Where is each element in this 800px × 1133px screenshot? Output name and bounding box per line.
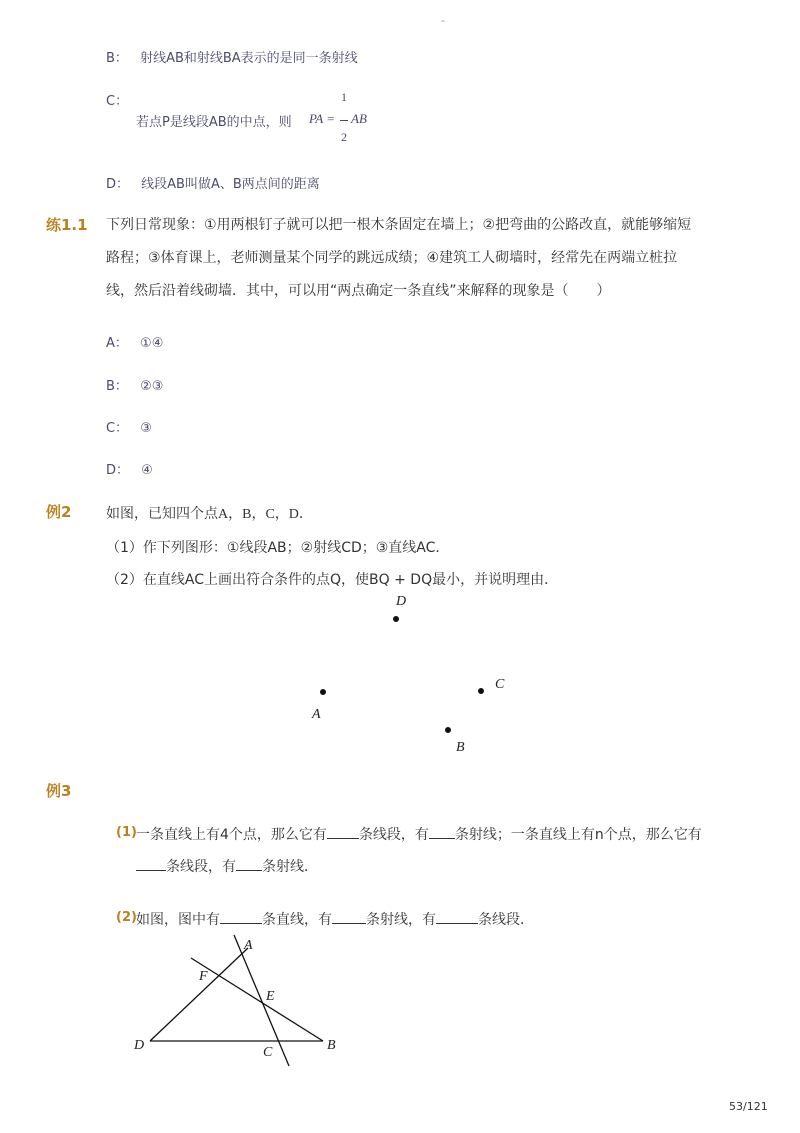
label-e: E xyxy=(266,989,275,1004)
fraction-numerator: 1 xyxy=(341,90,347,104)
label-b: B xyxy=(456,740,465,755)
q1-text: 条射线；一条直线上有n个点，那么它有 xyxy=(454,827,702,843)
exercise-line: 下列日常现象：①用两根钉子就可以把一根木条固定在墙上；②把弯曲的公路改直，就能够缩短 xyxy=(106,217,692,233)
option-label: D： xyxy=(106,463,130,478)
question-number: (1) xyxy=(116,825,137,840)
option-text: 若点P是线段AB的中点，则 xyxy=(136,115,292,130)
prev-option-c-label: C： xyxy=(106,94,129,109)
q1-text: 条线段，有 xyxy=(166,859,236,875)
label-c: C xyxy=(263,1045,273,1060)
q2-text: 条直线，有 xyxy=(262,912,332,928)
option-text: 射线AB和射线BA表示的是同一条射线 xyxy=(140,51,358,66)
q2-text: 如图，图中有 xyxy=(136,912,220,928)
header-mark: - xyxy=(441,14,445,27)
label-a: A xyxy=(244,938,253,953)
option-label: C： xyxy=(106,421,129,436)
formula-right: AB xyxy=(351,111,367,126)
exercise-label: 练1.1 xyxy=(46,216,88,234)
option-text: ②③ xyxy=(140,379,164,394)
q2-text: 条线段． xyxy=(478,912,534,928)
line-f-b xyxy=(191,958,323,1041)
example-label: 例2 xyxy=(46,503,72,521)
option-text: 线段AB叫做A、B两点间的距离 xyxy=(141,177,320,192)
option-text: ④ xyxy=(141,463,153,478)
page-number: 53/121 xyxy=(729,1100,768,1113)
label-d: D xyxy=(396,594,407,609)
points-list: A，B，C，D． xyxy=(218,507,313,522)
part-2: （2）在直线AC上画出符合条件的点Q，使BQ + DQ最小，并说明理由． xyxy=(106,572,559,588)
option-text: ①④ xyxy=(140,336,164,351)
formula-left: PA = xyxy=(309,111,335,126)
exercise-line: 路程；③体育课上，老师测量某个同学的跳远成绩；④建筑工人砌墙时，经常先在两端立桩拉 xyxy=(106,250,678,266)
label-a: A xyxy=(312,707,321,722)
line-d-a xyxy=(150,948,248,1041)
intro-text: 如图，已知四个点 xyxy=(106,506,218,522)
part-1: （1）作下列图形：①线段AB；②射线CD；③直线AC． xyxy=(106,540,450,556)
q2-text: 条射线，有 xyxy=(366,912,436,928)
q1-text: 条射线． xyxy=(262,859,318,875)
option-label: B： xyxy=(106,51,128,66)
label-c: C xyxy=(495,677,505,692)
exercise-line: 线，然后沿着线砌墙．其中，可以用“两点确定一条直线”来解释的现象是（ ） xyxy=(106,283,611,299)
label-d: D xyxy=(134,1038,145,1053)
example-label: 例3 xyxy=(46,782,72,800)
q1-text: 一条直线上有4个点，那么它有 xyxy=(136,827,327,843)
option-text: ③ xyxy=(140,421,152,436)
label-f: F xyxy=(199,969,208,984)
line-through-a-c xyxy=(234,935,289,1066)
question-number: (2) xyxy=(116,910,137,925)
label-b: B xyxy=(327,1038,336,1053)
fraction-denominator: 2 xyxy=(341,130,347,144)
option-label: D： xyxy=(106,177,130,192)
option-label: B： xyxy=(106,379,128,394)
q1-text: 条线段，有 xyxy=(358,827,429,843)
option-label: A： xyxy=(106,336,128,351)
